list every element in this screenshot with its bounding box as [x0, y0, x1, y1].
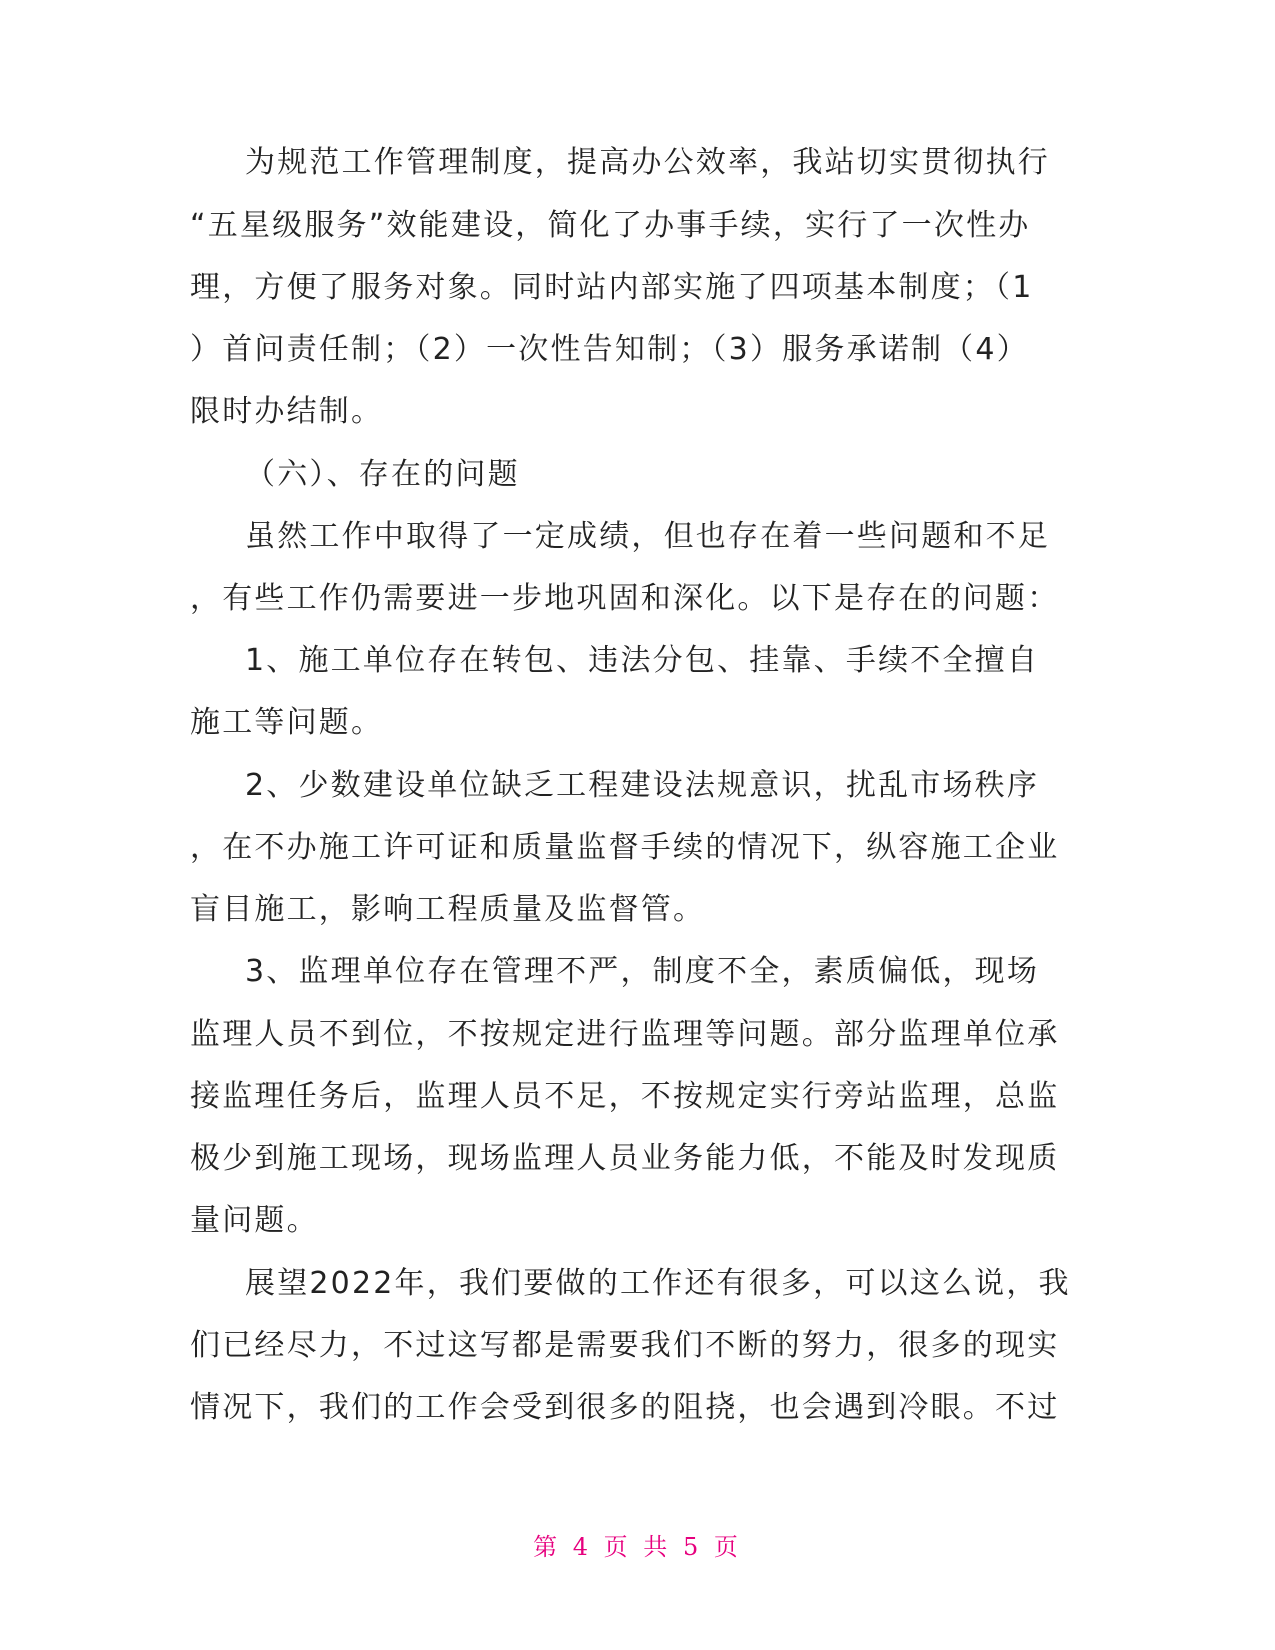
paragraph-line: 理，方便了服务对象。同时站内部实施了四项基本制度；（1 [190, 270, 1034, 305]
list-item-continuation: 量问题。 [190, 1203, 319, 1238]
paragraph-line: 限时办结制。 [190, 394, 384, 429]
paragraph-line: 展望2022年，我们要做的工作还有很多，可以这么说，我 [245, 1266, 1071, 1301]
list-item: 2、少数建设单位缺乏工程建设法规意识，扰乱市场秩序 [245, 768, 1040, 803]
paragraph-line: ）首问责任制；（2）一次性告知制；（3）服务承诺制（4） [190, 332, 1029, 367]
list-item-continuation: 接监理任务后，监理人员不足，不按规定实行旁站监理，总监 [190, 1079, 1060, 1114]
paragraph-line: 虽然工作中取得了一定成绩，但也存在着一些问题和不足 [245, 519, 1050, 554]
list-item-continuation: 盲目施工，影响工程质量及监督管。 [190, 892, 706, 927]
list-item-continuation: ，在不办施工许可证和质量监督手续的情况下，纵容施工企业 [190, 830, 1060, 865]
list-item: 3、监理单位存在管理不严，制度不全，素质偏低，现场 [245, 954, 1040, 989]
page-number-footer: 第 4 页 共 5 页 [533, 1533, 742, 1561]
paragraph-line: 情况下，我们的工作会受到很多的阻挠，也会遇到冷眼。不过 [190, 1390, 1060, 1425]
section-heading: （六）、存在的问题 [245, 457, 520, 492]
list-item-continuation: 监理人员不到位，不按规定进行监理等问题。部分监理单位承 [190, 1017, 1060, 1052]
paragraph-line: ，有些工作仍需要进一步地巩固和深化。以下是存在的问题： [190, 581, 1060, 616]
list-item: 1、施工单位存在转包、违法分包、挂靠、手续不全擅自 [245, 643, 1040, 678]
list-item-continuation: 施工等问题。 [190, 705, 384, 740]
list-item-continuation: 极少到施工现场，现场监理人员业务能力低，不能及时发现质 [190, 1141, 1060, 1176]
paragraph-line: 们已经尽力，不过这写都是需要我们不断的努力，很多的现实 [190, 1328, 1060, 1363]
paragraph-line: “五星级服务”效能建设，简化了办事手续，实行了一次性办 [190, 208, 1031, 243]
paragraph-line: 为规范工作管理制度，提高办公效率，我站切实贯彻执行 [245, 145, 1050, 180]
